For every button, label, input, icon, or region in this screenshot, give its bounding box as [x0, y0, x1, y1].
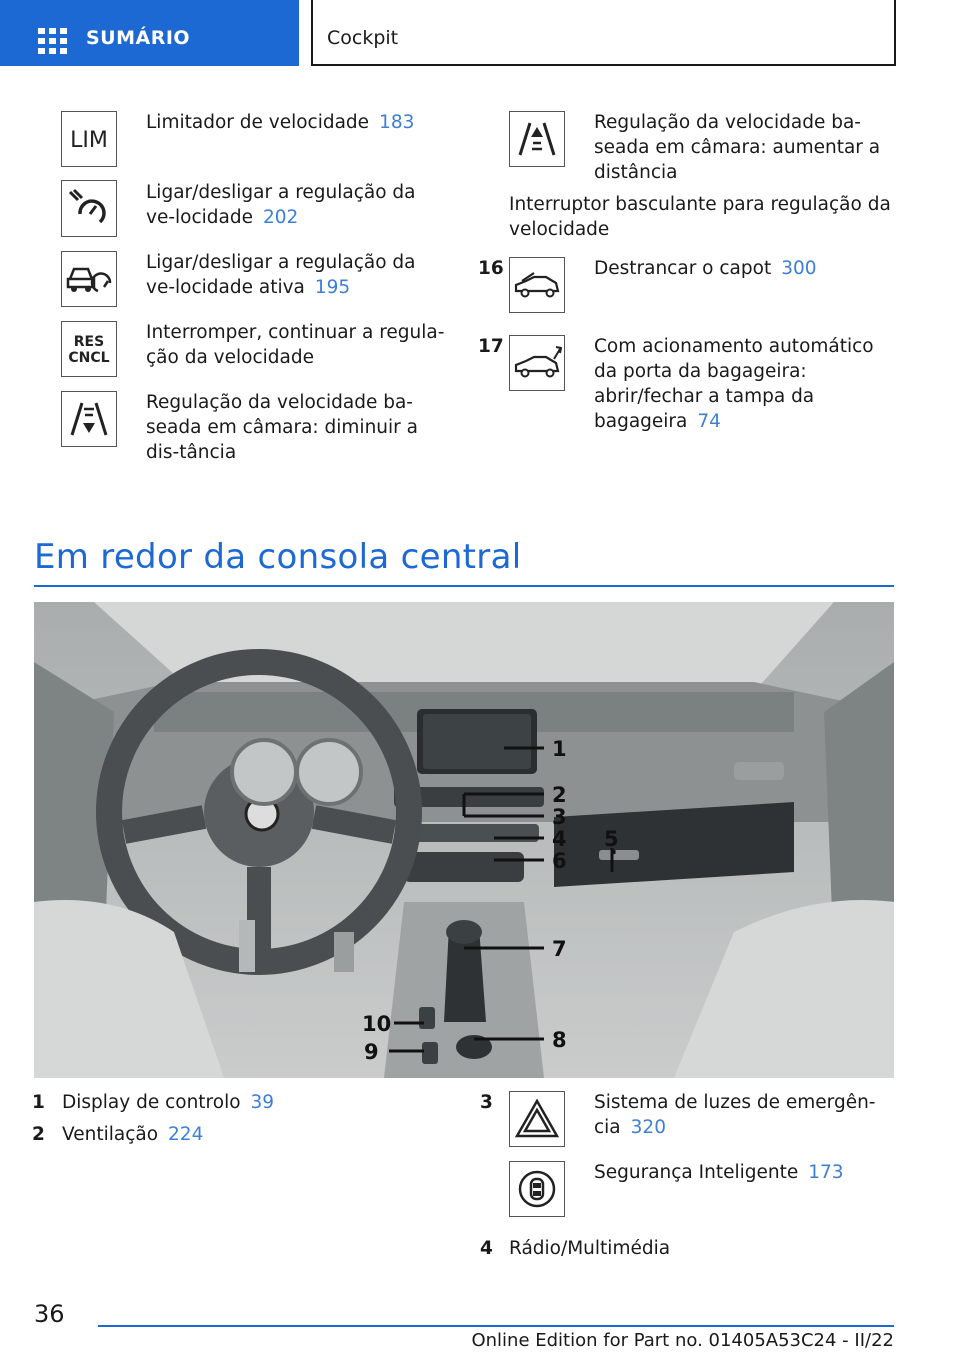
- page-number: 36: [34, 1300, 65, 1328]
- svg-text:RES: RES: [73, 334, 105, 350]
- legend-number-1: 1: [32, 1092, 45, 1113]
- hood-release-icon: [509, 257, 565, 313]
- svg-text:CNCL: CNCL: [68, 350, 110, 366]
- legend-item-intelligent-safety: Segurança Inteligente 173: [594, 1162, 844, 1183]
- page-ref-link[interactable]: 39: [250, 1092, 275, 1113]
- grid-menu-icon: [38, 28, 68, 52]
- cruise-control-icon: [61, 180, 117, 237]
- legend-item-display: Display de controlo 39: [62, 1092, 275, 1113]
- section-tab-cockpit[interactable]: [311, 0, 896, 66]
- intelligent-safety-icon: [509, 1161, 565, 1217]
- legend-item-hazard: Sistema de luzes de emergên-cia 320: [594, 1092, 876, 1138]
- legend-number-2: 2: [32, 1124, 45, 1145]
- callout-4: 4: [552, 827, 567, 851]
- section-divider: [34, 585, 894, 587]
- page-ref-link[interactable]: 173: [808, 1162, 844, 1183]
- res-cncl-icon: [61, 321, 117, 377]
- callout-6: 6: [552, 849, 567, 873]
- page-ref-link[interactable]: 195: [314, 277, 351, 298]
- page-ref-link[interactable]: 183: [379, 112, 415, 133]
- callout-2: 2: [552, 783, 567, 807]
- list-item-hood-release: Destrancar o capot 300: [594, 258, 817, 279]
- summary-button[interactable]: [0, 0, 299, 66]
- page-ref-link[interactable]: 320: [630, 1117, 666, 1138]
- list-item-active-cruise-control: Ligar/desligar a regulação da ve-locidade ativa 195: [146, 252, 416, 298]
- callout-8: 8: [552, 1028, 567, 1052]
- legend-item-radio: Rádio/Multimédia: [509, 1238, 671, 1259]
- item-number-16: 16: [478, 258, 504, 279]
- callout-10: 10: [362, 1012, 392, 1036]
- section-tab-label: Cockpit: [327, 27, 399, 49]
- svg-text:LIM: LIM: [70, 128, 108, 153]
- callout-3: 3: [552, 805, 567, 829]
- summary-label: SUMÁRIO: [86, 27, 191, 49]
- list-item-distance-decrease: Regulação da velocidade ba-seada em câmara: diminuir a dis-tância: [146, 392, 418, 463]
- callout-1: 1: [552, 737, 567, 761]
- legend-number-3: 3: [480, 1092, 493, 1113]
- page-ref-link[interactable]: 202: [262, 207, 299, 228]
- list-item-speed-limiter: Limitador de velocidade 183: [146, 112, 415, 133]
- item-number-17: 17: [478, 336, 504, 357]
- callout-7: 7: [552, 937, 567, 961]
- lim-icon: [61, 111, 117, 167]
- rocker-switch-description: Interruptor basculante para regulação da velocidade: [509, 194, 891, 240]
- tailgate-icon: [509, 335, 565, 391]
- callout-5: 5: [604, 827, 619, 851]
- hazard-warning-icon: [509, 1091, 565, 1147]
- footer-divider: [98, 1325, 894, 1327]
- legend-item-ventilation: Ventilação 224: [62, 1124, 204, 1145]
- legend-number-4: 4: [480, 1238, 493, 1259]
- footer-edition: Online Edition for Part no. 01405A53C24 - II/22: [471, 1330, 894, 1351]
- list-item-cruise-control: Ligar/desligar a regulação da ve-locidade 202: [146, 182, 416, 228]
- page-ref-link[interactable]: 224: [168, 1124, 204, 1145]
- distance-increase-icon: [509, 111, 565, 167]
- distance-decrease-icon: [61, 391, 117, 447]
- callout-9: 9: [364, 1040, 379, 1064]
- list-item-distance-increase: Regulação da velocidade ba-seada em câmara: aumentar a distância: [594, 112, 881, 183]
- active-cruise-control-icon: [61, 251, 117, 307]
- section-title: Em redor da consola central: [34, 537, 522, 577]
- list-item-tailgate: Com acionamento automático da porta da bagageira: abrir/fechar a tampa da bagageira 74: [594, 336, 874, 432]
- center-console-photo: [34, 602, 894, 1078]
- page-ref-link[interactable]: 300: [781, 258, 817, 279]
- list-item-resume-cancel: Interromper, continuar a regula-ção da velocidade: [146, 322, 445, 368]
- page-ref-link[interactable]: 74: [697, 411, 721, 432]
